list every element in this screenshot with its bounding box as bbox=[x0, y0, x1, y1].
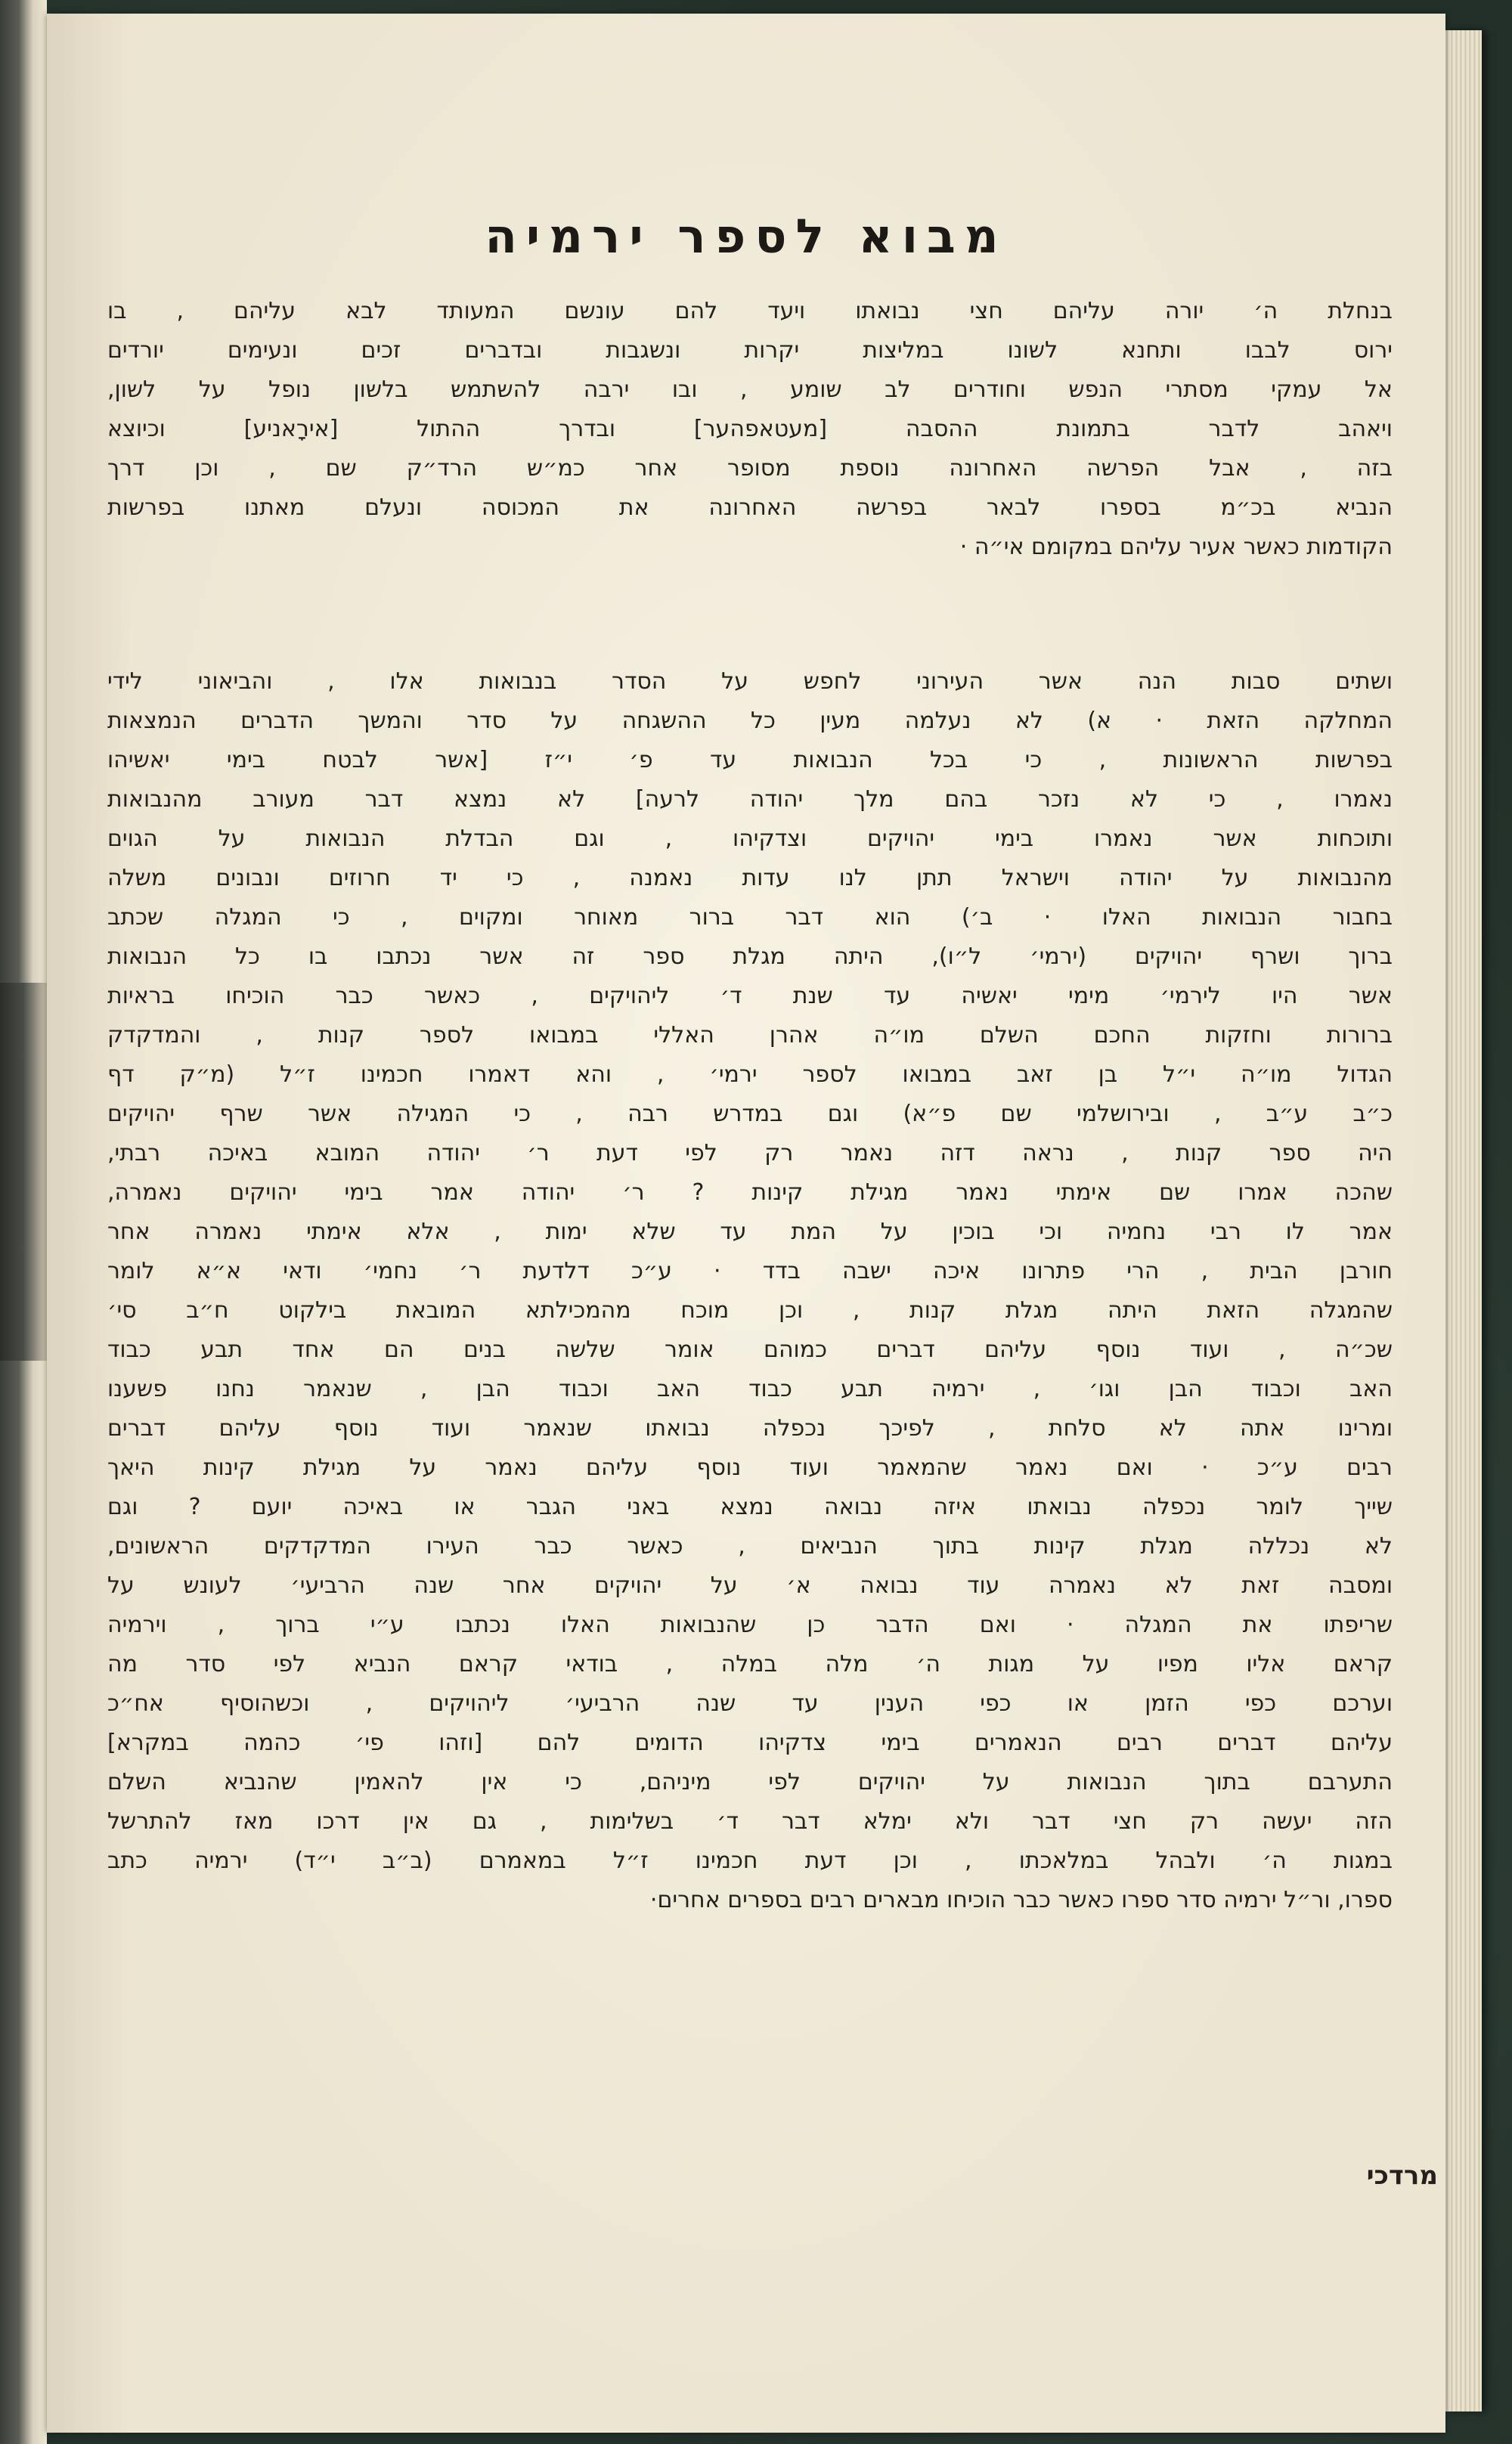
text-line: הקודמות כאשר אעיר עליהם במקומם אי״ה · bbox=[959, 534, 1393, 560]
text-line: שכ״ה , ועוד נוסף עליהם דברים כמוהם אומר שלשה בנים הם אחד תבע כבוד bbox=[107, 1337, 1393, 1363]
text-line: ומסבה זאת לא נאמרה עוד נבואה א׳ על יהויקים אחר שנה הרביעי׳ לעונש על bbox=[107, 1572, 1393, 1599]
paragraph-1 bbox=[107, 292, 1393, 567]
text-line: מהנבואות על יהודה וישראל תתן לנו עדות נאמנה , כי יד חרוזים ונבונים משלה bbox=[107, 865, 1393, 891]
text-line: בזה , אבל הפרשה האחרונה נוספת מסופר אחר כמ״ש הרד״ק שם , וכן דרך bbox=[107, 455, 1393, 482]
text-line: קראם אליו מפיו על מגות ה׳ מלה במלה , בודאי קראם הנביא לפי סדר מה bbox=[107, 1651, 1393, 1677]
catchword: מרדכי bbox=[1366, 2161, 1438, 2191]
text-line: עליהם דברים רבים הנאמרים בימי צדקיהו הדומים להם [וזהו פי׳ כהמה במקרא] bbox=[107, 1730, 1393, 1756]
binding-band bbox=[0, 983, 47, 1361]
text-line: רבים ע״כ · ואם נאמר שהמאמר ועוד נוסף עליהם נאמר על מגילת קינות היאך bbox=[107, 1454, 1393, 1481]
text-line: לא נכללה מגלת קינות בתוך הנביאים , כאשר כבר העירו המדקדקים הראשונים, bbox=[107, 1533, 1393, 1560]
text-line: שייך לומר נכפלה נבואתו איזה נבואה נמצא באני הגבר או באיכה יועם ? וגם bbox=[107, 1494, 1393, 1520]
text-line: ספרו, ור״ל ירמיה סדר ספרו כאשר כבר הוכיחו מבארים רבים בספרים אחרים· bbox=[649, 1887, 1393, 1913]
text-line: ברוך ושרף יהויקים (ירמי׳ ל״ו), היתה מגלת ספר זה אשר נכתבו בו כל הנבואות bbox=[107, 943, 1393, 970]
text-line: המחלקה הזאת · א) לא נעלמה מעין כל ההשגחה על סדר והמשך הדברים הנמצאות bbox=[107, 708, 1393, 734]
text-line: בפרשות הראשונות , כי בכל הנבואות עד פ׳ י״ז [אשר לבטח בימי יאשיהו bbox=[107, 747, 1393, 773]
text-line: שהכה אמרו שם אימתי נאמר מגילת קינות ? ר׳ יהודה אמר בימי יהויקים נאמרה, bbox=[107, 1179, 1393, 1206]
text-line: וערכם כפי הזמן או כפי הענין עד שנה הרביעי׳ ליהויקים , וכשהוסיף אח״כ bbox=[107, 1690, 1393, 1717]
text-line: אל עמקי מסתרי הנפש וחודרים לב שומע , ובו ירבה להשתמש בלשון נופל על לשון, bbox=[107, 376, 1393, 403]
text-line: ותוכחות אשר נאמרו בימי יהויקים וצדקיהו , וגם הבדלת הנבואות על הגוים bbox=[107, 826, 1393, 852]
text-line: חורבן הבית , הרי פתרונו איכה ישבה בדד · ע״כ דלדעת ר׳ נחמי׳ ודאי א״א לומר bbox=[107, 1258, 1393, 1284]
text-line: היה ספר קנות , נראה דזה נאמר רק לפי דעת ר׳ יהודה המובא באיכה רבתי, bbox=[107, 1140, 1393, 1166]
text-line: בחבור הנבואות האלו · ב׳) הוא דבר ברור מאוחר ומקוים , כי המגלה שכתב bbox=[107, 904, 1393, 931]
text-line: ירוס לבבו ותחנא לשונו במליצות יקרות ונשגבות ובדברים זכים ונעימים יורדים bbox=[107, 337, 1393, 364]
text-line: הנביא בכ״מ בספרו לבאר בפרשה האחרונה את המכוסה ונעלם מאתנו בפרשות bbox=[107, 494, 1393, 521]
text-line: אמר לו רבי נחמיה וכי בוכין על המת עד שלא ימות , אלא אימתי נאמרה אחר bbox=[107, 1219, 1393, 1245]
text-line: במגות ה׳ ולבהל במלאכתו , וכן דעת חכמינו ז״ל במאמרם (ב״ב י״ד) ירמיה כתב bbox=[107, 1848, 1393, 1874]
paragraph-2 bbox=[107, 662, 1393, 1920]
text-line: ברורות וחזקות החכם השלם מו״ה אהרן האללי במבואו לספר קנות , והמדקדק bbox=[107, 1022, 1393, 1049]
page-heading: מבוא לספר ירמיה bbox=[485, 209, 1008, 264]
text-line: הזה יעשה רק חצי דבר ולא ימלא דבר ד׳ בשלימות , גם אין דרכו מאז להתרשל bbox=[107, 1808, 1393, 1835]
book-page bbox=[47, 14, 1445, 2433]
text-line: התערבם בתוך הנבואות על יהויקים לפי מיניהם, כי אין להאמין שהנביא השלם bbox=[107, 1769, 1393, 1795]
text-line: ושתים סבות הנה אשר העירוני לחפש על הסדר בנבואות אלו , והביאוני לידי bbox=[107, 668, 1393, 695]
text-line: נאמרו , כי לא נזכר בהם מלך יהודה לרעה] לא נמצא דבר מעורב מהנבואות bbox=[107, 786, 1393, 813]
text-line: האב וכבוד הבן וגו׳ , ירמיה תבע כבוד האב וכבוד הבן , שנאמר נחנו פשענו bbox=[107, 1376, 1393, 1402]
book-binding bbox=[0, 0, 47, 2444]
text-line: ויאהב לדבר בתמונת ההסבה [מעטאפהער] ובדרך ההתול [אירָאניע] וכיוצא bbox=[107, 416, 1393, 442]
text-line: בנחלת ה׳ יורה עליהם חצי נבואתו ויעד להם עונשם המעותד לבא עליהם , בו bbox=[107, 298, 1393, 324]
text-line: שהמגלה הזאת היתה מגלת קנות , וכן מוכח מהמכילתא המובאת בילקוט ח״ב סי׳ bbox=[107, 1297, 1393, 1324]
text-line: אשר היו לירמי׳ מימי יאשיה עד שנת ד׳ ליהויקים , כאשר כבר הוכיחו בראיות bbox=[107, 983, 1393, 1009]
text-line: כ״ב ע״ב , ובירושלמי שם פ״א) וגם במדרש רבה , כי המגילה אשר שרף יהויקים bbox=[107, 1101, 1393, 1127]
page-edges bbox=[1444, 30, 1482, 2411]
text-line: ומרינו אתה לא סלחת , לפיכך נכפלה נבואתו שנאמר ועוד נוסף עליהם דברים bbox=[107, 1415, 1393, 1442]
text-line: הגדול מו״ה י״ל בן זאב במבואו לספר ירמי׳ , והא דאמרו חכמינו ז״ל (מ״ק דף bbox=[107, 1061, 1393, 1088]
text-line: שריפתו את המגלה · ואם הדבר כן שהנבואות האלו נכתבו ע״י ברוך , וירמיה bbox=[107, 1612, 1393, 1638]
